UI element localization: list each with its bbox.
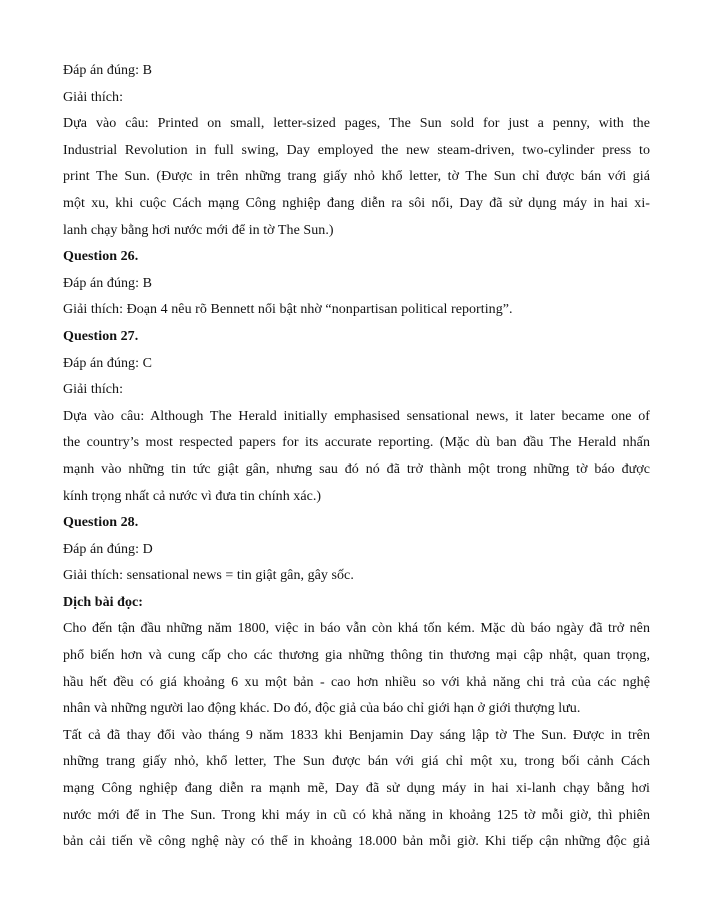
- text-line: Đáp án đúng: B: [63, 63, 152, 78]
- text-line: mạnh vào những tin tức giật gân, nhưng sau đó nó đã trở thành một trong những tờ báo được: [63, 461, 650, 477]
- text-line: phổ biến hơn và cung cấp cho các thương gia những thông tin thương mại cập nhật, quan trọng,: [63, 648, 650, 664]
- text-line: hầu hết đều có giá khoảng 6 xu một bản - cao hơn nhiều so với khả năng chi trả của các nghệ: [63, 674, 650, 690]
- text-line: Giải thích: sensational news = tin giật gân, gây sốc.: [63, 568, 354, 584]
- text-line: Giải thích:: [63, 89, 124, 105]
- text-line: Tất cả đã thay đổi vào tháng 9 năm 1833 khi Benjamin Day sáng lập tờ The Sun. Được in trên: [63, 727, 650, 743]
- text-line: những trang giấy nhỏ, khổ letter, The Sun được bán với giá chỉ một xu, trong bối cảnh Cách: [63, 754, 650, 770]
- document-text-block: [63, 58, 650, 856]
- heading-line: Question 26.: [63, 249, 139, 265]
- text-line: bản cải tiến về công nghệ này có thể in khoảng 18.000 bản mỗi giờ. Khi tiếp cận những độc giả: [63, 834, 650, 850]
- text-line: nước mới để in The Sun. Trong khi máy in cũ có khả năng in khoảng 125 tờ mỗi giờ, thì phiên: [63, 807, 650, 823]
- text-line: Đáp án đúng: D: [63, 541, 153, 557]
- text-line: Dựa vào câu: Printed on small, letter-sized pages, The Sun sold for just a penny, with the: [63, 116, 650, 132]
- text-line: Cho đến tận đầu những năm 1800, việc in báo vẫn còn khá tốn kém. Mặc dù báo ngày đã trở nên: [63, 621, 650, 637]
- text-line: Đáp án đúng: B: [63, 275, 152, 291]
- text-line: nhân và những người lao động khác. Do đó, độc giả của báo chỉ giới hạn ở giới thượng lưu.: [63, 701, 581, 717]
- text-line: kính trọng nhất cả nước vì đưa tin chính xác.): [63, 488, 322, 504]
- text-line: Đáp án đúng: C: [63, 355, 152, 371]
- text-line: print The Sun. (Được in trên những trang giấy nhỏ khổ letter, tờ The Sun chỉ được bán với giá: [63, 169, 650, 185]
- heading-line: Question 27.: [63, 328, 139, 344]
- heading-line: Dịch bài đọc:: [63, 594, 143, 610]
- text-line: Industrial Revolution in full swing, Day employed the new steam-driven, two-cylinder press to: [63, 142, 650, 158]
- text-line: mạng Công nghiệp đang diễn ra mạnh mẽ, Day đã sử dụng máy in hai xi-lanh chạy bằng hơi: [63, 781, 650, 797]
- text-line: lanh chạy bằng hơi nước mới để in tờ The Sun.): [63, 222, 334, 238]
- text-line: Giải thích: Đoạn 4 nêu rõ Bennett nổi bật nhờ “nonpartisan political reporting”.: [63, 302, 513, 318]
- text-line: the country’s most respected papers for its accurate reporting. (Mặc dù ban đầu The Herald nhấn: [63, 435, 650, 451]
- text-line: Dựa vào câu: Although The Herald initially emphasised sensational news, it later became one of: [63, 408, 650, 424]
- heading-line: Question 28.: [63, 515, 139, 531]
- text-line: một xu, khi cuộc Cách mạng Công nghiệp đang diễn ra sôi nổi, Day đã sử dụng máy in hai xi-: [63, 195, 650, 211]
- text-line: Giải thích:: [63, 382, 124, 398]
